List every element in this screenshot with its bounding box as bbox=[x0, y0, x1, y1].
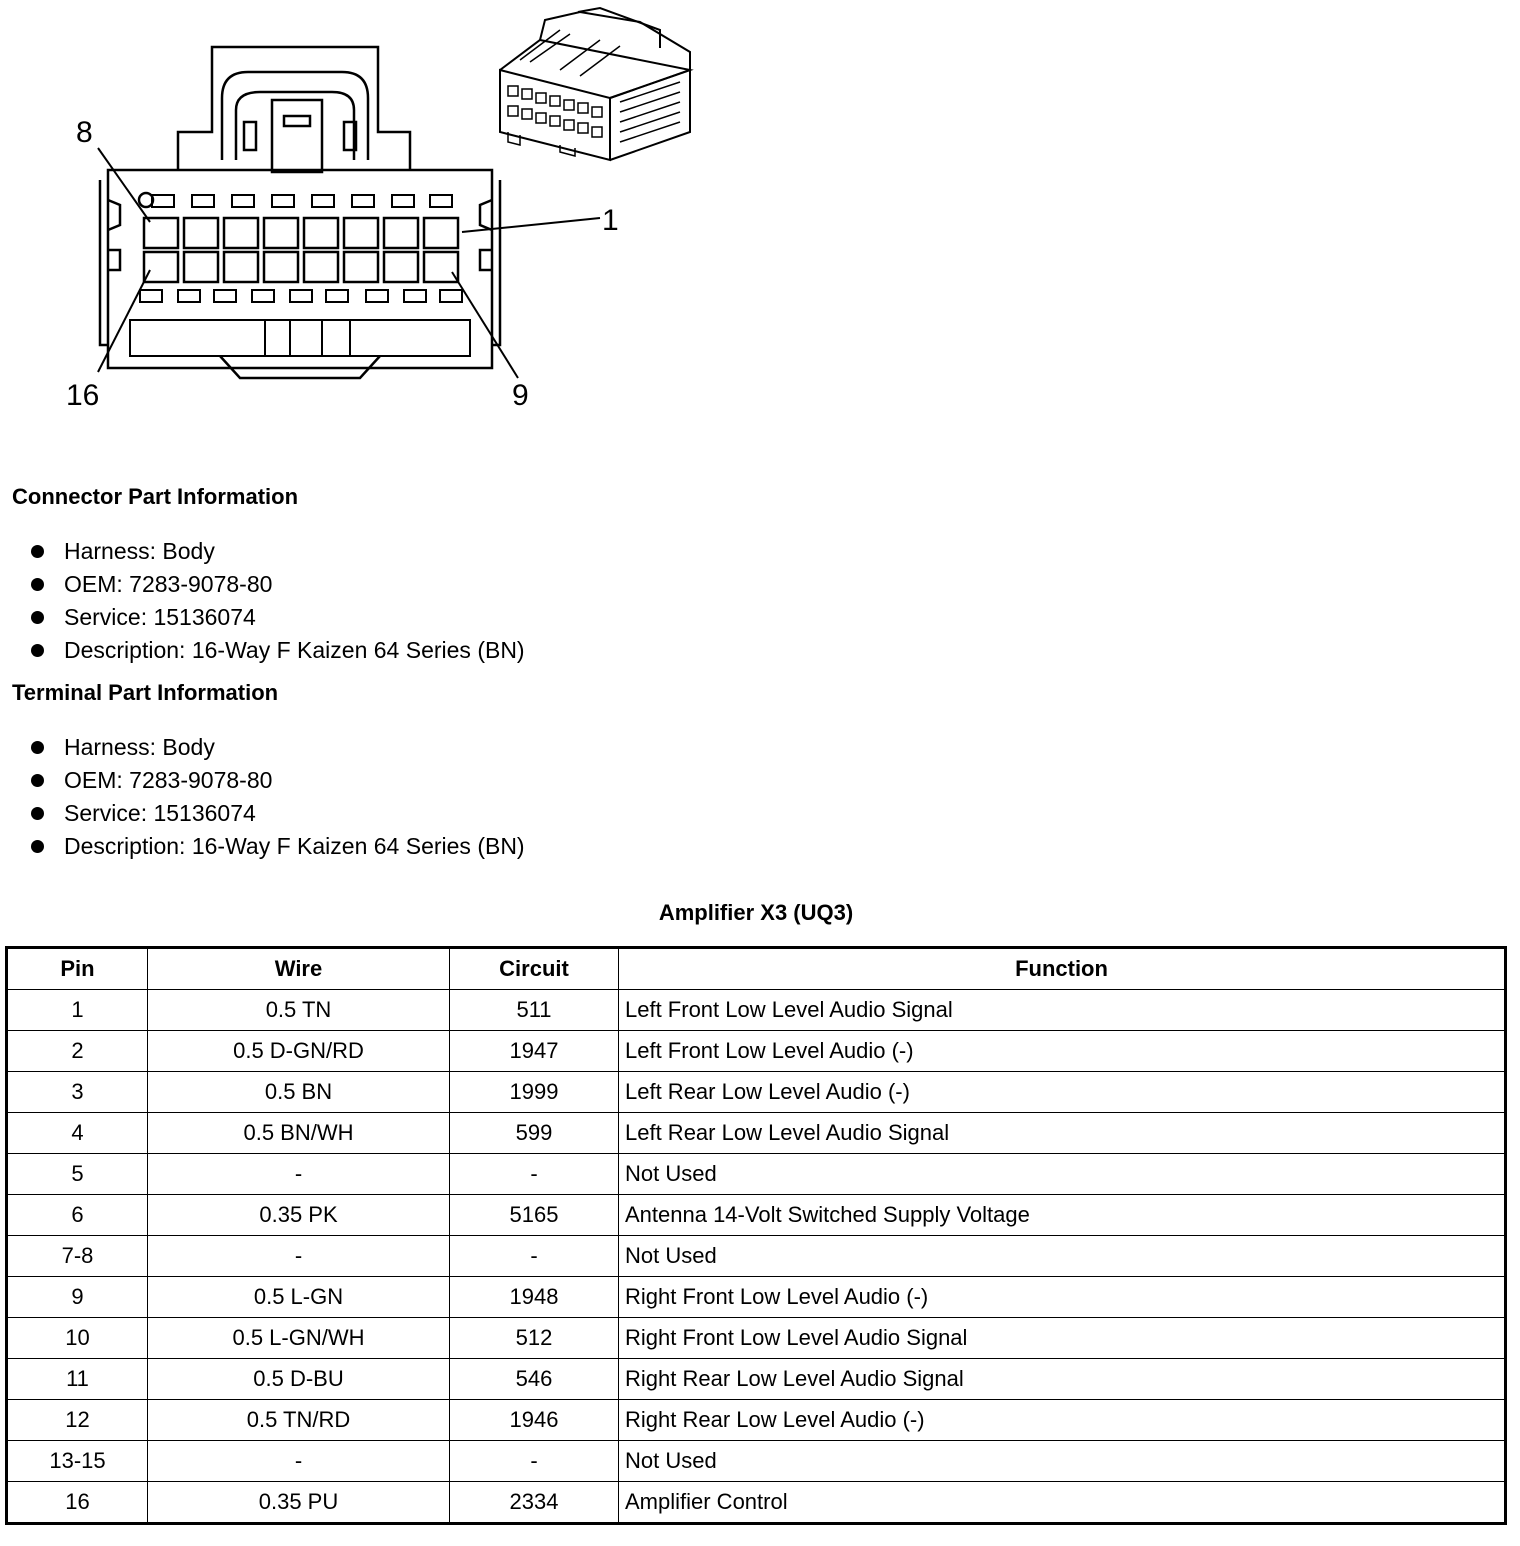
pinout-table bbox=[5, 946, 1507, 1525]
header-circuit: Circuit bbox=[450, 948, 619, 990]
table-row bbox=[7, 990, 1506, 1031]
connector-info-title: Connector Part Information bbox=[12, 484, 299, 509]
table-row bbox=[7, 1072, 1506, 1113]
connector-body-outline bbox=[108, 170, 492, 368]
cell-pin: 11 bbox=[7, 1359, 148, 1400]
list-item: Description: 16-Way F Kaizen 64 Series (BN) bbox=[28, 830, 525, 863]
cell-wire: - bbox=[148, 1441, 450, 1482]
cell-circuit: 546 bbox=[450, 1359, 619, 1400]
cell-wire: 0.35 PK bbox=[148, 1195, 450, 1236]
cell-pin: 1 bbox=[7, 990, 148, 1031]
bullet-icon bbox=[31, 840, 44, 853]
lower-cavity-row bbox=[144, 252, 458, 282]
cell-pin: 3 bbox=[7, 1072, 148, 1113]
bullet-icon bbox=[31, 545, 44, 558]
bullet-icon bbox=[31, 611, 44, 624]
cell-function: Amplifier Control bbox=[619, 1482, 1506, 1524]
cell-function: Right Rear Low Level Audio (-) bbox=[619, 1400, 1506, 1441]
bullet-icon bbox=[31, 741, 44, 754]
cell-pin: 13-15 bbox=[7, 1441, 148, 1482]
cell-function: Left Rear Low Level Audio Signal bbox=[619, 1113, 1506, 1154]
cell-function: Right Front Low Level Audio Signal bbox=[619, 1318, 1506, 1359]
cell-circuit: 1999 bbox=[450, 1072, 619, 1113]
cell-pin: 12 bbox=[7, 1400, 148, 1441]
bullet-icon bbox=[31, 644, 44, 657]
cell-circuit: 512 bbox=[450, 1318, 619, 1359]
bullet-icon bbox=[31, 807, 44, 820]
cell-pin: 9 bbox=[7, 1277, 148, 1318]
cell-pin: 7-8 bbox=[7, 1236, 148, 1277]
connector-info-list bbox=[28, 535, 525, 667]
table-row bbox=[7, 1113, 1506, 1154]
pin-label-1: 1 bbox=[602, 204, 619, 237]
table-row bbox=[7, 1482, 1506, 1524]
cell-circuit: - bbox=[450, 1441, 619, 1482]
cell-circuit: 599 bbox=[450, 1113, 619, 1154]
bullet-icon bbox=[31, 578, 44, 591]
cell-function: Left Front Low Level Audio Signal bbox=[619, 990, 1506, 1031]
list-item: OEM: 7283-9078-80 bbox=[28, 764, 525, 797]
cell-function: Left Rear Low Level Audio (-) bbox=[619, 1072, 1506, 1113]
cell-function: Left Front Low Level Audio (-) bbox=[619, 1031, 1506, 1072]
terminal-info-list bbox=[28, 731, 525, 863]
cell-function: Not Used bbox=[619, 1236, 1506, 1277]
header-pin: Pin bbox=[7, 948, 148, 990]
cell-circuit: 1946 bbox=[450, 1400, 619, 1441]
bottom-slot-row bbox=[140, 290, 462, 302]
pin-label-8: 8 bbox=[76, 116, 93, 149]
list-item: Harness: Body bbox=[28, 731, 525, 764]
cell-wire: 0.5 L-GN/WH bbox=[148, 1318, 450, 1359]
cell-wire: 0.5 TN bbox=[148, 990, 450, 1031]
terminal-info-title: Terminal Part Information bbox=[12, 680, 279, 705]
connector-latch bbox=[178, 47, 410, 170]
cell-wire: - bbox=[148, 1236, 450, 1277]
pin-label-16: 16 bbox=[66, 379, 100, 412]
table-row bbox=[7, 1277, 1506, 1318]
cell-circuit: 2334 bbox=[450, 1482, 619, 1524]
table-title: Amplifier X3 (UQ3) bbox=[658, 900, 854, 925]
cell-pin: 5 bbox=[7, 1154, 148, 1195]
cell-function: Not Used bbox=[619, 1154, 1506, 1195]
top-slot-row bbox=[152, 195, 452, 207]
cell-wire: 0.5 BN bbox=[148, 1072, 450, 1113]
cell-circuit: - bbox=[450, 1154, 619, 1195]
cell-function: Not Used bbox=[619, 1441, 1506, 1482]
list-item: Service: 15136074 bbox=[28, 797, 525, 830]
header-wire: Wire bbox=[148, 948, 450, 990]
table-row bbox=[7, 1195, 1506, 1236]
bullet-icon bbox=[31, 774, 44, 787]
cell-wire: 0.5 TN/RD bbox=[148, 1400, 450, 1441]
table-row bbox=[7, 1318, 1506, 1359]
cell-circuit: 5165 bbox=[450, 1195, 619, 1236]
table-row bbox=[7, 1359, 1506, 1400]
cell-wire: 0.5 L-GN bbox=[148, 1277, 450, 1318]
header-function: Function bbox=[619, 948, 1506, 990]
cell-pin: 16 bbox=[7, 1482, 148, 1524]
connector-isometric-view bbox=[500, 8, 690, 160]
cell-function: Right Front Low Level Audio (-) bbox=[619, 1277, 1506, 1318]
cell-function: Antenna 14-Volt Switched Supply Voltage bbox=[619, 1195, 1506, 1236]
upper-cavity-row bbox=[144, 218, 458, 248]
cell-circuit: - bbox=[450, 1236, 619, 1277]
table-body bbox=[7, 990, 1506, 1524]
cell-circuit: 1948 bbox=[450, 1277, 619, 1318]
cell-pin: 6 bbox=[7, 1195, 148, 1236]
cell-pin: 10 bbox=[7, 1318, 148, 1359]
cell-wire: 0.5 D-GN/RD bbox=[148, 1031, 450, 1072]
table-row bbox=[7, 1236, 1506, 1277]
list-item: Harness: Body bbox=[28, 535, 525, 568]
cell-circuit: 511 bbox=[450, 990, 619, 1031]
cell-pin: 4 bbox=[7, 1113, 148, 1154]
table-row bbox=[7, 1441, 1506, 1482]
table-row bbox=[7, 1400, 1506, 1441]
list-item: OEM: 7283-9078-80 bbox=[28, 568, 525, 601]
cell-circuit: 1947 bbox=[450, 1031, 619, 1072]
connector-face-diagram bbox=[0, 0, 720, 440]
table-row bbox=[7, 1154, 1506, 1195]
list-item: Service: 15136074 bbox=[28, 601, 525, 634]
cell-function: Right Rear Low Level Audio Signal bbox=[619, 1359, 1506, 1400]
pin-label-9: 9 bbox=[512, 379, 529, 412]
cell-pin: 2 bbox=[7, 1031, 148, 1072]
table-header-row bbox=[7, 948, 1506, 990]
cell-wire: 0.35 PU bbox=[148, 1482, 450, 1524]
cell-wire: 0.5 BN/WH bbox=[148, 1113, 450, 1154]
list-item: Description: 16-Way F Kaizen 64 Series (BN) bbox=[28, 634, 525, 667]
cell-wire: 0.5 D-BU bbox=[148, 1359, 450, 1400]
cell-wire: - bbox=[148, 1154, 450, 1195]
table-row bbox=[7, 1031, 1506, 1072]
